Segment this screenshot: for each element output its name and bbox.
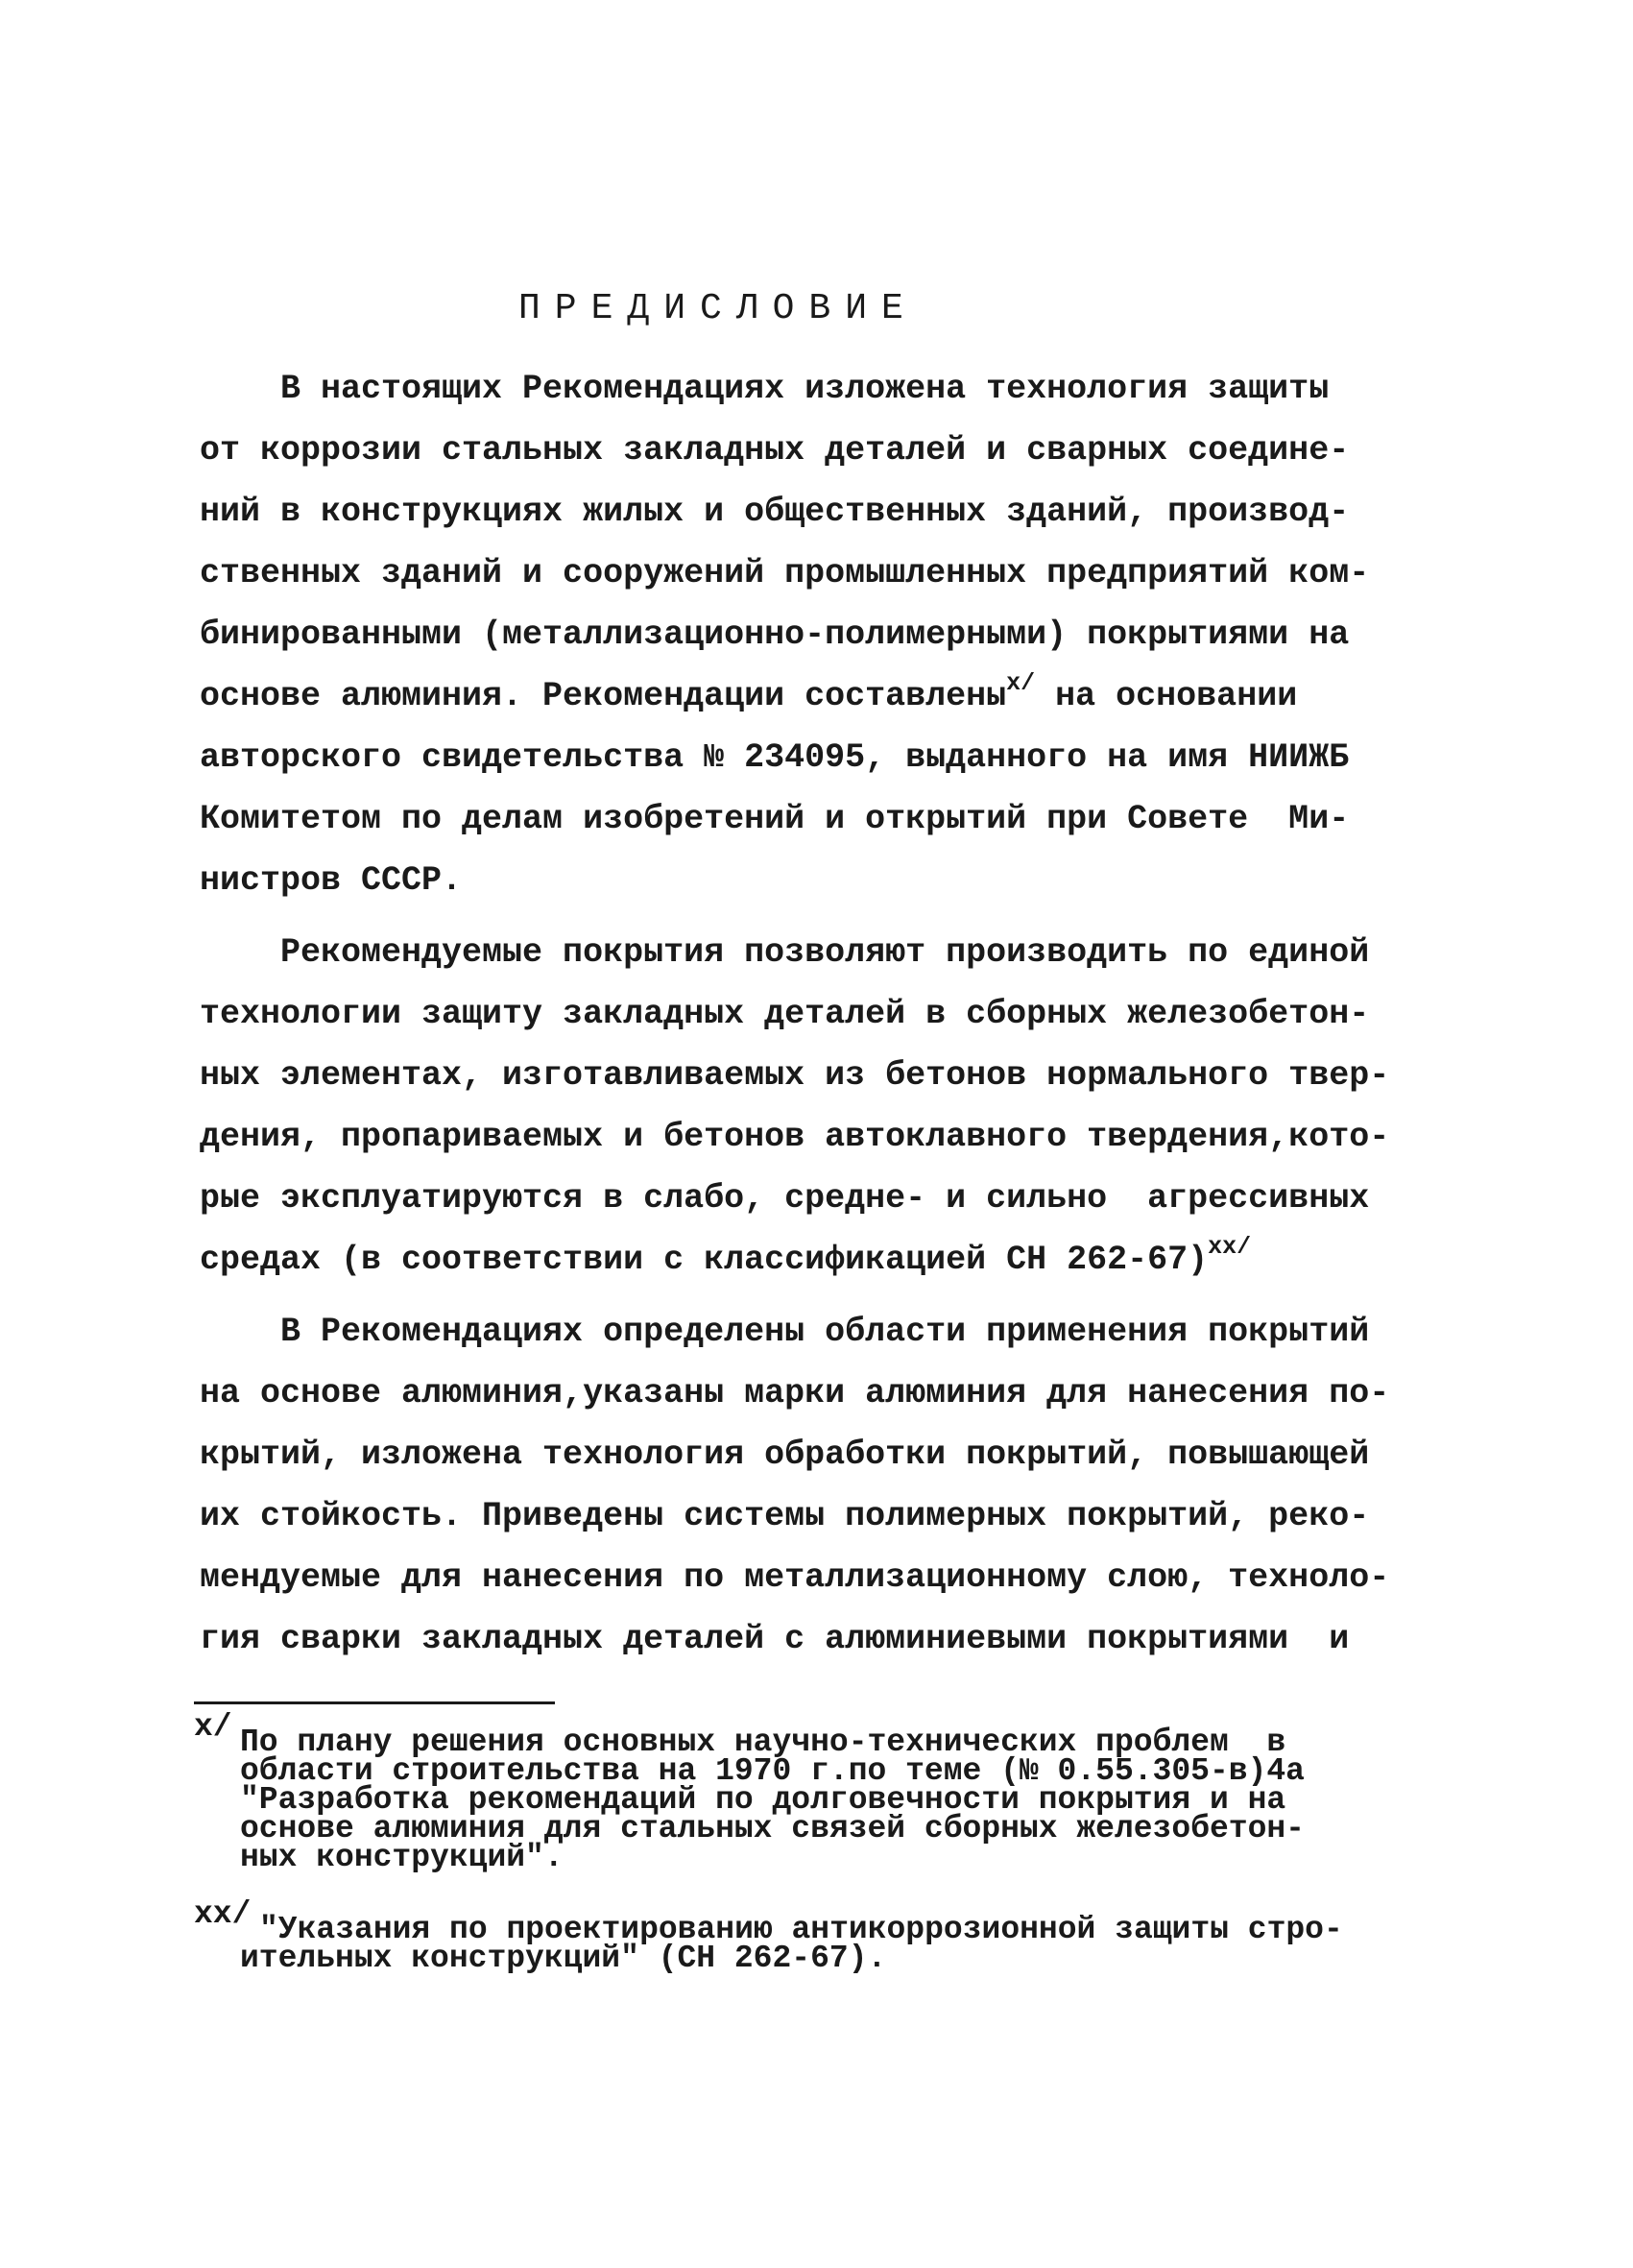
footnote-1-line-3: "Разработка рекомендаций по долговечности покрытия и на (240, 1782, 1286, 1818)
paragraph-3-line-5: мендуемые для нанесения по металлизационному слою, техноло- (200, 1558, 1390, 1597)
paragraph-1-line-3: ний в конструкциях жилых и общественных зданий, производ- (200, 493, 1350, 531)
footnote-1-line-1: По плану решения основных научно-технических проблем в (240, 1725, 1286, 1760)
paragraph-1-line-1: В настоящих Рекомендациях изложена технология защиты (200, 370, 1330, 408)
paragraph-3-line-6: гия сварки закладных деталей с алюминиевыми покрытиями и (200, 1620, 1350, 1658)
paragraph-2-line-6 (200, 1233, 1448, 1279)
paragraph-1-line-9: нистров СССР. (200, 861, 463, 900)
paragraph-1-line-6-text: основе алюминия. Рекомендации составлены (200, 677, 1007, 715)
paragraph-1-line-6-tail: на основании (1035, 677, 1298, 715)
paragraph-3-line-1: В Рекомендациях определены области применения покрытий (200, 1313, 1370, 1351)
paragraph-3-line-2: на основе алюминия,указаны марки алюминия для нанесения по- (200, 1374, 1390, 1412)
paragraph-2-line-1: Рекомендуемые покрытия позволяют производить по единой (200, 933, 1370, 972)
footnote-1-line-5: ных конструкций". (240, 1840, 564, 1875)
page-title: ПРЕДИСЛОВИЕ (518, 288, 918, 329)
paragraph-2-line-2: технологии защиту закладных деталей в сборных железобетон- (200, 995, 1370, 1033)
footnote-2-mark: xx/ (194, 1896, 252, 1932)
paragraph-2-line-3: ных элементах, изготавливаемых из бетонов нормального твер- (200, 1056, 1390, 1095)
paragraph-1-line-8: Комитетом по делам изобретений и открытий при Совете Ми- (200, 800, 1350, 838)
paragraph-1-line-4: ственных зданий и сооружений промышленных предприятий ком- (200, 554, 1370, 592)
footnote-divider (194, 1701, 555, 1704)
footnote-ref-2: xx/ (1208, 1233, 1252, 1261)
paragraph-2-line-5: рые эксплуатируются в слабо, средне- и сильно агрессивных (200, 1179, 1370, 1218)
paragraph-2-line-4: дения, пропариваемых и бетонов автоклавного твердения,кото- (200, 1118, 1390, 1156)
footnote-ref-1: x/ (1006, 669, 1036, 697)
footnote-1-mark: x/ (194, 1709, 232, 1745)
paragraph-1-line-5: бинированными (металлизационно-полимерными) покрытиями на (200, 615, 1350, 654)
paragraph-2-line-6-text: средах (в соответствии с классификацией СН 262-67) (200, 1241, 1209, 1279)
paragraph-1-line-7: авторского свидетельства № 234095, выданного на имя НИИЖБ (200, 738, 1350, 777)
paragraph-1-line-6 (200, 669, 1448, 715)
paragraph-3-line-3: крытий, изложена технология обработки покрытий, повышающей (200, 1436, 1370, 1474)
paragraph-3-line-4: их стойкость. Приведены системы полимерных покрытий, реко- (200, 1497, 1370, 1535)
footnote-1-line-2: области строительства на 1970 г.по теме (№ 0.55.305-в)4а (240, 1753, 1305, 1789)
footnote-1-line-4: основе алюминия для стальных связей сборных железобетон- (240, 1811, 1305, 1846)
paragraph-1-line-2: от коррозии стальных закладных деталей и сварных соедине- (200, 431, 1350, 470)
footnote-2-line-1: "Указания по проектированию антикоррозионной защиты стро- (259, 1912, 1343, 1947)
footnote-2-line-2: ительных конструкций" (СН 262-67). (240, 1941, 887, 1976)
